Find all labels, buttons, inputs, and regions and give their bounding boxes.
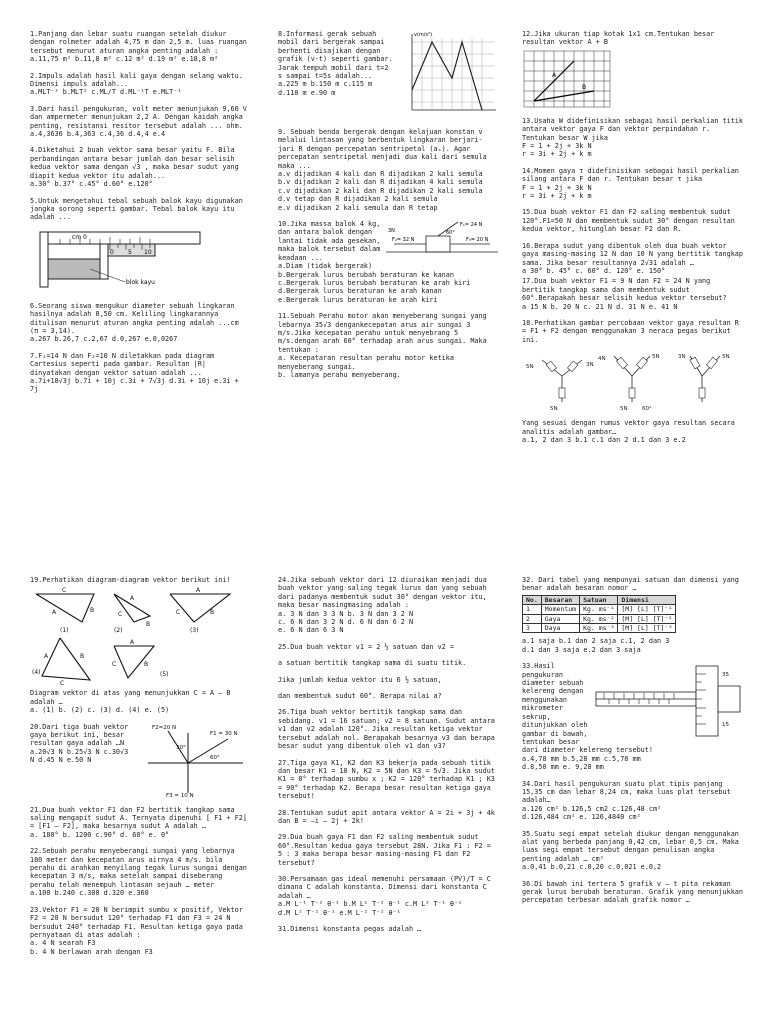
question-options: a. (1) b. (2) c. (3) d. (4) e. (5) — [30, 706, 170, 715]
vector-label: C — [60, 680, 65, 687]
force-label-angle: 60° — [446, 230, 455, 237]
question-22 — [30, 847, 248, 897]
vector-label: C — [112, 661, 117, 669]
table-header: Satuan — [580, 595, 618, 604]
diagram-number: (4) — [32, 669, 41, 677]
question-text-line: dan membentuk sudut 60°. Berapa nilai a? — [278, 692, 442, 701]
force-label-f1: F1 = 30 N — [210, 730, 238, 737]
force-label-f3: F₃= 20 N — [466, 237, 489, 244]
question-28 — [278, 809, 498, 826]
question-text: 19.Perhatikan diagram-diagram vektor berikut ini! — [30, 576, 231, 584]
question-options: a.7i+10√3j b.7i + 10j c.3i + 7√3j d.3i + 10j e.3i + 7j — [30, 376, 239, 394]
question-text: 24.Jika sebuah vektor dari 12 diuraikan menjadi dua buah vektor yang saling tegak lurus dan yang sebuah dari padanya membentuk sudut 30° dengan vektor itu, maka besar masingmasing adalah : — [278, 576, 487, 610]
question-18 — [522, 319, 744, 444]
table-header: Besaran — [541, 595, 579, 604]
table-cell: Gaya — [541, 614, 579, 623]
equation-r: r = 3i + 2j + k m — [522, 192, 592, 201]
question-35 — [522, 830, 744, 872]
question-text: 9. Sebuah benda bergerak dengan kelajuan konstan v melalui lintasan yang berbentuk lingkaran berjari-jari R dengan percepatan sentripetal (aₛ). Agar percepatan sentripetal menjadi dua kali dari semula maka ... — [278, 128, 487, 170]
force-label-side: 3N — [388, 228, 395, 235]
question-text: 6.Seorang siswa mengukur diameter sebuah lingkaran hasilnya adalah 8,50 cm. Keliling lingkarannya ditulisan menurut aturan angka penting adalah ...cm (π = 3,14). — [30, 301, 239, 335]
column-top-middle — [278, 30, 498, 550]
question-15 — [522, 208, 744, 233]
question-16 — [522, 242, 744, 276]
question-text: 30.Persamaan gas ideal memenuhi persamaan (PV)/T = C dimana C adalah konstanta. Dimensi dari konstanta C adalah … — [278, 874, 491, 900]
question-text: 5.Untuk mengetahui tebal sebuah balok kayu digunakan jangka sorong seperti gambar. Tebal balok kayu itu adalah ... — [30, 196, 243, 222]
table-cell: [M] [L] [T]⁻¹ — [618, 605, 676, 614]
vector-label: A — [44, 653, 49, 661]
question-text-line: Jika jumlah kedua vektor itu 6 ½ satuan, — [278, 675, 442, 684]
question-options: a. Kecepataran resultan perahu motor ketika menyeberang sungai. b. lamanya perahu menyeberang. — [278, 354, 454, 379]
question-6 — [30, 302, 248, 344]
column-top-right — [522, 30, 744, 550]
question-24 — [278, 576, 498, 635]
force-label-f1: F₁= 24 N — [460, 222, 483, 229]
question-options: a. 180° b. 1200 c.90° d. 60° e. 0° — [30, 830, 170, 839]
question-options: a.1, 2 dan 3 b.1 c.1 dan 2 d.1 dan 3 e.2 — [522, 435, 686, 444]
question-36 — [522, 880, 744, 905]
caliper-label-cm: cm 0 — [72, 233, 87, 241]
diagram-number: (2) — [114, 627, 123, 635]
question-30 — [278, 875, 498, 917]
equation-f: F = 1 + 2j + 3k N — [522, 183, 592, 192]
vector-label: A — [130, 595, 135, 603]
force-label-f2: F2=20 N — [152, 724, 177, 731]
question-text: 17.Dua buah vektor F1 = 9 N dan F2 = 24 N yang bertitik tangkap sama dan membentuk sudut 60°.Berapakah besar selisih kedua vektor tersebut? — [522, 277, 727, 303]
grid-vector-figure — [522, 49, 612, 109]
caliper-label-5: 5 — [128, 248, 132, 256]
vector-label: B — [210, 609, 215, 617]
spring-label: 5N — [722, 354, 730, 361]
table-cell: [M] [L] [T]⁻³ — [618, 624, 676, 633]
diagram-number: (5) — [160, 671, 169, 679]
equation-r: r = 3i + 2j + k m — [522, 150, 592, 159]
question-text: 15.Dua buah vektor F1 dan F2 saling membentuk sudut 120°.F1=50 N dan membentuk sudut 30° dengan resultan kedua vektor, hitunglah besar F2 dan R. — [522, 208, 735, 234]
spring-label: 3N — [586, 362, 594, 369]
vector-label: B — [90, 607, 95, 615]
question-19 — [30, 576, 248, 715]
question-21 — [30, 806, 248, 840]
question-1 — [30, 30, 248, 64]
angle-label-30: 30° — [176, 744, 186, 751]
question-text: 23.Vektor F1 = 20 N berimpit sumbu x positif, Vektor F2 = 20 N bersudut 120° terhadap F1 dan F3 = 24 N bersudut 240° terhadap F1. Resultan ketiga gaya pada pernyataan di atas adalah : — [30, 905, 243, 939]
equation-f: F = 1 + 2j + 3k N — [522, 142, 592, 151]
question-text: 7.F₁=14 N dan F₂=10 N diletakkan pada diagram Cartesius seperti pada gambar. Resultan |R| dinyatakan dengan vektor satuan adalah ... — [30, 351, 215, 377]
question-options: a.11,75 m² b.11,8 m² c.12 m² d.19 m² e.18,8 m² — [30, 55, 219, 64]
question-14 — [522, 167, 744, 201]
spring-label: 5N — [526, 364, 534, 371]
question-text: 18.Perhatikan gambar percobaan vektor gaya resultan R = F1 + F2 dengan menggunakan 3 neraca pegas berikut ini. — [522, 318, 739, 344]
micrometer-tick: 15 — [722, 722, 729, 729]
question-options: a.4,78 mm b.5,28 mm c.5,78 mm d.8,50 mm e. 9,28 mm — [522, 754, 641, 772]
question-options: a.126 cm² b.126,5 cm2 c.126,48 cm² d.126,484 cm² e. 126,4840 cm² — [522, 804, 662, 822]
question-27 — [278, 759, 498, 801]
vector-label: C — [62, 587, 67, 595]
question-26 — [278, 708, 498, 750]
question-23 — [30, 906, 248, 956]
table-cell: Momentum — [541, 605, 579, 614]
vector-label: B — [144, 661, 149, 669]
question-options: a.v dijadikan 4 kali dan R dijadikan 2 kali semula b.v dijadikan 2 kali dan R dijadikan 4 kali semula c.v dijadikan 2 kali dan R dijadikan 2 kali semula d.v tetap dan R dijadikan 2 kali semula e.v dijadikan 2 kali semula dan R tetap — [278, 170, 483, 212]
vector-label: A — [196, 587, 201, 595]
question-options: a.Diam (tidak bergerak) b.Bergerak lurus berubah beraturan ke kanan c.Bergerak lurus berubah beraturan ke arah kiri d.Bergerak lurus beraturan ke arah kanan e.Bergerak lurus beraturan ke arah kiri — [278, 262, 471, 304]
question-text: 29.Dua buah gaya F1 dan F2 saling membentuk sudut 60°.Resultan kedua gaya tersebut 28N. Jika F1 : F2 = 5 : 3 maka berapa besar masing-masing F1 dan F2 tersebut? — [278, 833, 491, 867]
table-cell: Kg. ms⁻¹ — [580, 605, 618, 614]
question-32 — [522, 576, 744, 654]
vector-label-a: A — [552, 71, 557, 79]
question-options: a.M L⁻¹ T⁻² θ⁻¹ b.M L² T⁻² θ⁻¹ c.M L² T⁻¹ θ⁻¹ d.M L² T⁻² θ⁻¹ e.M L⁻² T⁻² θ⁻¹ — [278, 900, 463, 917]
caliper-label-10: 10 — [144, 248, 152, 256]
question-20 — [30, 723, 248, 798]
question-text: 26.Tiga buah vektor bertitik tangkap sama dan sebidang. v1 = 16 satuan; v2 = 8 satuan. Sudut antara v1 dan v2 adalah 120°. Jika resultan ketiga vektor tersebut adalah nol. Berapakah besarnya v3 dan berapa besar sudut yang dibentuk oleh v1 dan v3? — [278, 708, 495, 751]
block-forces-figure — [386, 220, 498, 260]
question-text: 13.Usaha W didefinisikan sebagai hasil perkalian titik antara vektor gaya F dan vektor perpindahan r. Tentukan besar W jika — [522, 116, 743, 142]
question-options: a.4,3636 b.4,363 c.4,36 d.4,4 e.4 — [30, 130, 166, 139]
question-17 — [522, 277, 744, 311]
question-text: 8.Informasi gerak sebuah mobil dari bergerak sampai berhenti disajikan dengan grafik (v-t) seperti gambar. Jarak tempuh mobil dari t=2 s sampai t=5s adalah... — [278, 30, 393, 81]
spring-label: 5N — [550, 406, 558, 413]
question-text: 28.Tentukan sudut apit antara vektor A = 2i + 3j + 4k dan B = –i – 2j + 2k! — [278, 808, 495, 825]
question-options: a 30° b. 45° c. 60° d. 120° e. 150° — [522, 266, 666, 275]
question-text: 2.Impuls adalah hasil kali gaya dengan selang waktu. Dimensi impuls adalah... — [30, 71, 243, 89]
question-5 — [30, 197, 248, 294]
question-text: 27.Tiga gaya K1, K2 dan K3 bekerja pada sebuah titik dan besar K1 = 10 N, K2 = 5N dan K3 = 5√3. Jika sudut K1 = 0° terhadap sumbu x ; K2 = 120° terhadap K1 ; K3 = 90° terhadap K2. Berapa besar resultan ketiga gaya tersebut! — [278, 758, 495, 801]
spring-label: 5N — [620, 406, 628, 413]
question-3 — [30, 105, 248, 139]
three-forces-figure — [138, 723, 248, 798]
question-text-line: 25.Dua buah vektor v1 = 2 ½ satuan dan v2 = — [278, 642, 454, 651]
table-cell: Kg. ms⁻² — [580, 614, 618, 623]
column-bottom-right — [522, 576, 744, 1016]
vector-label: B — [146, 621, 151, 629]
spring-balance-figure — [522, 346, 732, 416]
question-text: 11.Sebuah Perahu motor akan menyeberang sungai yang lebarnya 35√3 dengankecepatan arus air sungai 3 m/s.Jika kecepatan perahu untuk menyebrang 5 m/s.dengan arah 60° terhadap arah arus sungai. Maka tentukan : — [278, 312, 487, 354]
question-9 — [278, 128, 498, 212]
spring-label: 3N — [678, 354, 686, 361]
question-options: a.267 b.26,7 c.2,67 d.0,267 e.0,0267 — [30, 335, 178, 344]
question-text: 12.Jika ukuran tiap kotak 1x1 cm.Tentukan besar resultan vektor A + B — [522, 30, 715, 47]
question-13 — [522, 117, 744, 159]
caliper-label-0: 0 — [110, 248, 114, 256]
question-4 — [30, 146, 248, 188]
question-options: a.MLT⁻² b.MLT² c.ML/T d.ML⁻¹T e.MLT⁻¹ — [30, 88, 182, 97]
spring-angle-label: 60° — [642, 406, 652, 413]
question-2 — [30, 72, 248, 97]
question-options: a 15 N b. 20 N c. 21 N d. 31 N e. 41 N — [522, 302, 678, 311]
question-options: a.30° b.37° c.45° d.60° e.120° — [30, 180, 153, 189]
question-10 — [278, 220, 498, 304]
question-text: 36.Di bawah ini tertera 5 grafik v – t pita rekaman gerak lurus berubah beraturan. Grafik yang menunjukkan percepatan terbesar adalah grafik nomor … — [522, 879, 743, 905]
table-row — [523, 614, 676, 623]
table-cell: 2 — [523, 614, 542, 623]
caliper-label-block: blok kayu — [126, 278, 155, 286]
question-11 — [278, 312, 498, 379]
question-text: 34.Dari hasil pengukuran suatu plat tipis panjang 15,35 cm dan lebar 8,24 cm, maka luas plat tersebut adalah… — [522, 779, 731, 805]
question-text: 21.Dua buah vektor F1 dan F2 bertitik tangkap sama saling mengapit sudut A. Ternyata dipenuhi [ F1 + F2] = [F1 – F2], maka besarnya sudut A adalah … — [30, 805, 247, 831]
force-label-f3: F3 = 10 N — [166, 792, 194, 798]
table-header-row — [523, 595, 676, 604]
question-text: 3.Dari hasil pengukuran, volt meter menunjukan 9,60 V dan ampermeter menunjukan 2,2 A. Dengan kaidah angka penting, resistansi resitor tersebut adalah ... ohm. — [30, 104, 247, 130]
question-text: 16.Berapa sudut yang dibentuk oleh dua buah vektor gaya masing-masing 12 N dan 10 N yang bertitik tangkap sama. Jika besar resultannya 2√31 adalah … — [522, 241, 743, 267]
table-header: Dimensi — [618, 595, 676, 604]
table-cell: Daya — [541, 624, 579, 633]
force-label-f2: F₂= 32 N — [392, 237, 415, 244]
table-cell: 1 — [523, 605, 542, 614]
question-options: a.0,41 b.0,21 c.0,20 c.0,021 e.0,2 — [522, 863, 662, 872]
micrometer-figure — [594, 662, 744, 742]
question-text: 33.Hasil pengukuran diameter sebuah kelereng dengan menggunakan mikrometer sekrup, ditunjukkan oleh gambar di bawah, tentukan besar dari diameter kelereng tersebut! — [522, 662, 653, 755]
column-top-left — [30, 30, 248, 550]
question-8 — [278, 30, 498, 120]
vector-label: B — [80, 653, 85, 661]
question-options: a.1 saja b.1 dan 2 saja c.1, 2 dan 3 d.1 dan 3 saja e.2 dan 3 saja — [522, 637, 670, 654]
question-text: 4.Diketahui 2 buah vektor sama besar yaitu F. Bila perbandingan antara besar jumlah dan besar selisih kedua vektor sama dengan √3 , maka besar sudut yang diapit kedua vektor itu adalah... — [30, 146, 239, 180]
question-text: 1.Panjang dan lebar suatu ruangan setelah diukur dengan rolmeter adalah 4,75 m dan 2,5 m. luas ruangan tersebut menurut aturan angka penting adalah : — [30, 30, 247, 55]
velocity-time-graph — [398, 30, 498, 120]
question-12 — [522, 30, 744, 109]
question-text: 22.Sebuah perahu menyeberangi sungai yang lebarnya 180 meter dan kecepatan arus airnya 4 m/s. bila perahu di arahkan menyilang tegak lurus sungai dengan kecepatan 3 m/s, maka setelah sampai diseberang perahu telah menempuh lintasan sejauh … meter — [30, 847, 247, 889]
vernier-caliper-figure — [30, 224, 210, 294]
question-25 — [278, 643, 498, 701]
question-options: a.225 m b.150 m c.115 m d.110 m e.90 m — [278, 80, 373, 97]
spring-label: 5N — [652, 354, 660, 361]
question-text: 20.Dari tiga buah vektor gaya berikut ini, besar resultan gaya adalah …N — [30, 722, 129, 748]
question-29 — [278, 833, 498, 867]
table-header: No. — [523, 595, 542, 604]
table-row — [523, 624, 676, 633]
question-text-line: a satuan bertitik tangkap sama di suatu titik. — [278, 659, 467, 668]
units-table — [522, 595, 676, 634]
vector-label: C — [118, 611, 123, 619]
question-text: 31.Dimensi konstanta pegas adalah … — [278, 925, 422, 933]
vector-label: A — [130, 639, 135, 647]
table-row — [523, 605, 676, 614]
table-cell: 3 — [523, 624, 542, 633]
question-text: 35.Suatu segi empat setelah diukur dengan menggunakan alat yang berbeda panjang 0,42 cm, lebar 0,5 cm. Maka luas segi empat tersebut dengan penulisan angka penting adalah … cm² — [522, 829, 739, 863]
micrometer-tick: 35 — [722, 672, 729, 679]
question-options: a.20√3 N b.25√3 N c.30√3 N d.45 N e.50 N — [30, 747, 129, 765]
question-31 — [278, 925, 498, 933]
vector-label-b: B — [582, 83, 587, 91]
vector-diagrams-figure — [30, 586, 240, 686]
table-cell: [M] [L] [T]⁻² — [618, 614, 676, 623]
question-text: 32. Dari tabel yang mempunyai satuan dan dimensi yang benar adalah besaran nomor … — [522, 576, 739, 593]
question-33 — [522, 662, 744, 771]
column-bottom-left — [30, 576, 248, 1016]
diagram-number: (1) — [60, 627, 69, 635]
question-34 — [522, 780, 744, 822]
question-options: a.100 b.240 c.300 d.320 e.360 — [30, 889, 149, 898]
question-followup: Diagram vektor di atas yang menunjukkan C = A – B adalah … — [30, 689, 231, 706]
question-followup: Yang sesuai dengan rumus vektor gaya resultan secara analitis adalah gambar… — [522, 419, 735, 436]
angle-label-60: 60° — [210, 754, 220, 761]
question-options: a. 4 N searah F3 b. 4 N berlawan arah dengan F3 — [30, 939, 153, 956]
vector-label: A — [52, 609, 57, 617]
diagram-number: (3) — [190, 627, 199, 635]
question-text: 10.Jika massa balok 4 kg, dan antara balok dengan lantai tidak ada gesekan, maka balok tersebut dalam keadaan ... — [278, 220, 381, 262]
vector-label: C — [176, 609, 181, 617]
graph-axis-label: v(m/s²) — [414, 32, 433, 38]
question-7 — [30, 352, 248, 394]
question-text: 14.Momen gaya τ didefinisikan sebagai hasil perkalian silang antara F dan r. Tentukan besar τ jika — [522, 166, 739, 184]
table-cell: Kg. ms⁻³ — [580, 624, 618, 633]
question-options: a. 3 N dan 3 3 N b. 3 N dan 3 2 N c. 6 N dan 3 2 N d. 6 N dan 6 2 N e. 6 N dan 6 3 N — [278, 609, 414, 635]
spring-label: 4N — [598, 356, 606, 363]
column-bottom-middle — [278, 576, 498, 1016]
